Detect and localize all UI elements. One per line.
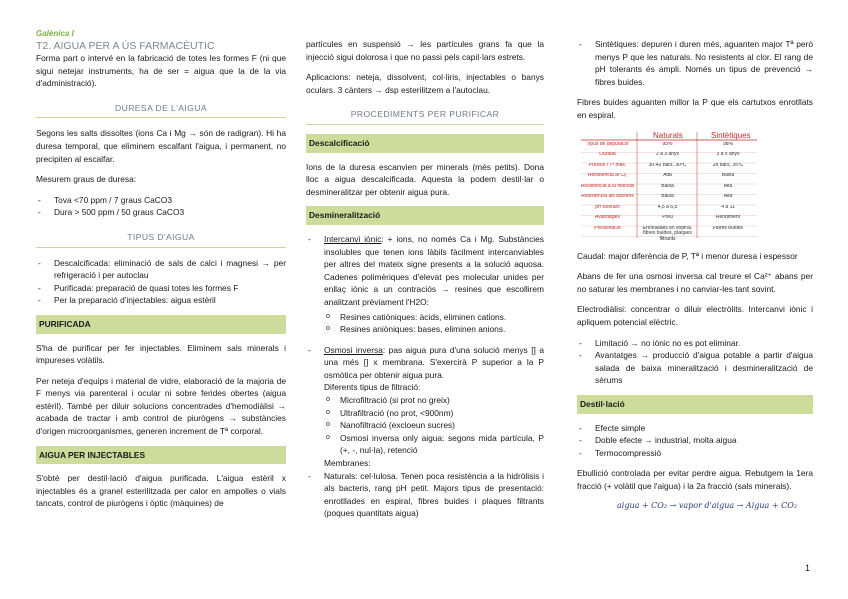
caudal-paragraph: Caudal: major diferència de P, Tª i menor duresa i espessor: [577, 250, 798, 261]
list-item: - Naturals: cel·lulosa. Tenen poca resistència a la hidròlisis i als bacteris, rang pH petit. Majors tipus de presentació: enrotllades en espiral, fibres buides i plaques filtrants (poques quantitats aigua): [306, 470, 544, 520]
list-item: o Osmosi inversa only aigua: segons mida partícula, P (+, -, nul·la), retenció: [306, 432, 544, 457]
table-head-sintetiques: Sintètiques: [711, 130, 751, 140]
list-item: - Doble efecte → industrial, molta aigua: [577, 434, 813, 447]
osmosi-text: : pas aigua pura d'una solució menys [] a una més [] x membrana. S'exercirà P superior a la P osmòtica per obtenir aigua pura.: [324, 344, 544, 380]
table-row-label: Presentació: [594, 225, 621, 231]
purificada-p2: Per neteja d'equips i material de vidre, elaboració de la majoria de F menys via parenteral i ocular ni sobre ferides obertes (aigua estèril). També per diluir solucions concentrades d'hemodiàlisi → acabada de tractar i amb control de piurògens → substàncies d'origen microorganismes, generen increment de Tª corporal.: [36, 375, 286, 437]
heading-desmineralitzacio: Desmineralització: [306, 206, 544, 225]
aplicacions-paragraph: Aplicacions: neteja, dissolvent, col·liris, injectables o banys oculars. 3 cànters → dsp esterilitzem a l'autoclau.: [306, 72, 544, 95]
list-item: - Descalcificada: eliminació de sals de calci i magnesi → per refrigeració i per autoclau: [36, 257, 286, 282]
destil-list: [577, 422, 813, 460]
list-item: o Resines catiòniques: àcids, eliminen cations.: [306, 311, 544, 324]
table-cell: 4 a 11: [721, 204, 735, 210]
list-item: [306, 344, 544, 382]
table-cell: 95%: [662, 141, 673, 147]
list-item: [306, 233, 544, 309]
heading-purificada: PURIFICADA: [36, 315, 286, 334]
table-row-label: Resistència als bacteris: [581, 194, 634, 200]
page-title: T2. AIGUA PER A ÚS FARMACÈUTIC: [36, 40, 215, 52]
table-row-label: Resistència al Cl₂: [587, 173, 628, 179]
duresa-list: [36, 194, 286, 219]
table-row-label: Avantatges: [595, 215, 620, 221]
table-cell: Alta: [723, 183, 733, 189]
list-item: - Dura > 500 ppm / 50 graus CaCO3: [36, 206, 286, 219]
abans-paragraph: Abans de fer una osmosi inversa cal treure el Ca²⁺ abans per no saturar les membranes i no canviar-les tant sovint.: [577, 271, 813, 294]
osmosi-label: Osmosi inversa: [324, 344, 383, 355]
handwritten-note: aigua + CO₂ → vapor d'aigua → Aigua + CO₂: [617, 501, 797, 511]
section-duresa: DURESA DE L'AIGUA: [36, 98, 286, 119]
table-cell: Baixa: [661, 194, 674, 200]
membranes-list: [306, 470, 544, 520]
list-item: o Microfiltració (si prot no greix): [306, 394, 544, 407]
intro-paragraph: Forma part o intervé en la fabricació de totes les formes F (ni que sigui netejar instruments, ha de ser = aigua que la de la via d'administració).: [36, 53, 286, 89]
table-cell: Rendiment: [715, 215, 741, 221]
electro-list: [577, 337, 813, 387]
table-cell: Enrotllades en espiral, fibres buides, plaques filtrants: [642, 225, 693, 242]
heading-destillacio: Destil·lació: [577, 395, 813, 414]
list-item: - Sintètiques: depuren i duren més, aguanten major Tª però menys P que les naturals. No resistents al clor. El rang de pH tolerants és ampli. Només un tipus de prevenció → fibres buides.: [577, 38, 813, 88]
table-cell: 30-42 bars, 30ºC: [648, 162, 687, 168]
table-cell: Baixa: [661, 183, 674, 189]
page-number: 1: [804, 563, 810, 573]
heading-descalcificacio: Descalcificació: [306, 134, 544, 153]
particules-paragraph: partícules en suspensió → les partícules grans fa que la injecció sigui dolorosa i que no passi pels capil·lars estrets.: [306, 39, 544, 62]
duresa-paragraph: Segons les salts dissoltes (ions Ca i Mg → són de radigran). Hi ha duresa temporal, que eliminem escalfant l'aigua, i permanent, no precipiten al escalfar.: [36, 128, 286, 164]
table-cell: Alta: [723, 194, 733, 200]
list-item: - Purificada: preparació de quasi totes les formes F: [36, 282, 286, 295]
sintetiques-list: [577, 38, 813, 88]
column-2: [306, 0, 544, 528]
membranes-label: Membranes:: [324, 458, 371, 469]
table-row-label: Pressió i Tª màx.: [588, 162, 627, 168]
section-tipus: TIPUS D'AIGUA: [36, 227, 286, 248]
electrodialisi-paragraph: Electrodiàlisi: concentrar o diluir electròlits. Intercanvi iònic i apliquem potencial elèctric.: [577, 304, 813, 327]
list-item: - Termocompressió: [577, 447, 813, 460]
table-cell: Alta: [663, 173, 672, 179]
purificada-p1: S'ha de purificar per fer injectables. Eliminem sals minerals i impureses volàtils.: [36, 342, 286, 366]
list-item: - Efecte simple: [577, 422, 813, 435]
descalc-paragraph: Ions de la duresa escanvien per minerals (més petits). Dona lloc a aigua descalcificada. Aquesta la podem destil·lar o desmineralitzar per obtenir aigua pura.: [306, 161, 544, 197]
table-cell: 2 a 3 anys: [655, 152, 680, 158]
list-item: - Per la preparació d'injectables: aigua estèril: [36, 294, 286, 307]
table-cell: Baixa: [721, 173, 735, 179]
filtracio-intro: Diferents tipus de filtració:: [324, 382, 421, 393]
table-row-label: pH tolerant: [595, 204, 620, 210]
intercanvi-text: : + ions, no només Ca i Mg. Substàncies insolubles que tenen ions làbils fàcilment intercanviables per altres del mateix signe presents a la solució aquosa. Cadenes polimèriques d'elevat pes molecular unides per enllaç iònic a un contraciós → resines que escollirem analitzant prèviament l'H2O:: [324, 233, 544, 307]
injectables-p1: S'obté per destil·lació d'aigua purificada. L'aigua estèril x injectables és a granel esterilitzada per calor en ampolles o vials tancats, control de piurògens i òptic (màquines) de: [36, 473, 286, 509]
desmin-list: [306, 233, 544, 309]
filtracio-list: [306, 394, 544, 457]
list-item: - Tova <70 ppm / 7 graus CaCO3: [36, 194, 286, 207]
tipus-list: [36, 257, 286, 307]
subject-label: Galènica I: [36, 29, 74, 38]
section-procediments: PROCEDIMENTS PER PURIFICAR: [306, 104, 544, 125]
table-cell: Fibres buides: [712, 225, 743, 231]
intercanvi-label: Intercanvi iònic: [324, 233, 382, 244]
table-head-naturals: Naturals: [653, 130, 683, 140]
list-item: - Avantatges → producció d'aigua potable a partir d'aigua salada de baixa mineralització i desmineralització de sèrums: [577, 349, 813, 387]
table-row-label: Durada: [599, 152, 616, 158]
destil-paragraph: Ebullició controlada per evitar perdre aigua. Rebutgem la 1era fracció (+ volàtil que l'aigua) i la 2a fracció (sals minerals).: [577, 468, 813, 491]
table-row-label: Resistència a la hidròlisi: [580, 183, 635, 189]
list-item: o Ultrafiltració (no prot, <900nm): [306, 407, 544, 420]
membranes-comparison-table: [577, 130, 813, 242]
heading-injectables: AIGUA PER INJECTABLES: [36, 446, 286, 465]
table-cell: 28 bars, 35ºC: [712, 162, 744, 168]
list-item: o Resines aniòniques: bases, eliminen anions.: [306, 323, 544, 336]
table-cell: 3 a 5 anys: [716, 152, 740, 158]
osmosi-list: [306, 344, 544, 382]
column-3: [577, 0, 813, 513]
column-1: [36, 0, 286, 518]
list-item: - Limitació → no iònic no es pot eliminar.: [577, 337, 813, 350]
table-cell: 4,5 a 6,5: [657, 204, 678, 210]
table-row-label: Tipus de depuració: [586, 141, 629, 147]
table-cell: 98%: [722, 141, 733, 147]
duresa-mesurem: Mesurem graus de duresa:: [36, 174, 137, 185]
list-item: o Nanofiltració (excloeun sucres): [306, 419, 544, 432]
fibres-paragraph: Fibres buides aguanten millor la P que els cartutxos enrotllats en espiral.: [577, 97, 813, 120]
table-cell: Preu: [662, 215, 673, 221]
resines-list: [306, 311, 544, 336]
